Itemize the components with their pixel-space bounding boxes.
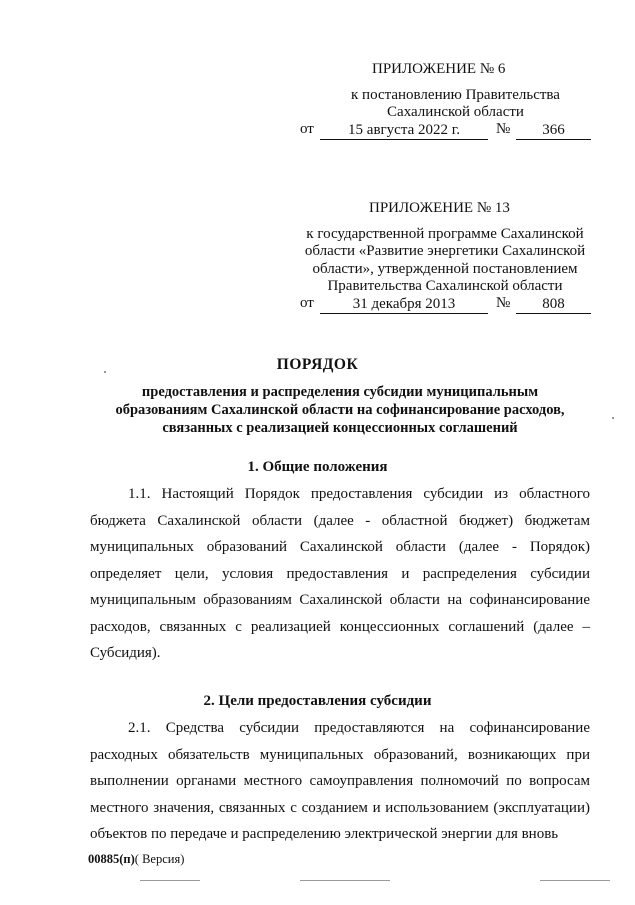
- footer-code: 00885(п): [88, 852, 135, 866]
- section-2-heading: 2. Цели предоставления субсидии: [203, 693, 432, 709]
- appendix-6-decree-row: [300, 121, 595, 141]
- document-title: ПОРЯДОК: [276, 356, 359, 373]
- number-label: №: [496, 295, 511, 311]
- appendix-13-line-1: к государственной программе Сахалинской: [306, 226, 584, 242]
- scan-artifact-line: [300, 880, 390, 881]
- number-label: №: [496, 121, 511, 137]
- appendix-13-line-2: области «Развитие энергетики Сахалинской: [304, 243, 586, 259]
- section-2-paragraph: 2.1. Средства субсидии предоставляются на софинансирование расходных обязательств муниципальных образований, возникающих при выполнении органами местного самоуправления полномочий по вопросам местного значения, связанных с созданием и использованием (эксплуатации) объектов по передаче и распределению электрической энергии для вновь: [90, 720, 590, 842]
- subtitle-line-3: связанных с реализацией концессионных соглашений: [162, 420, 518, 436]
- appendix-13-line-4: Правительства Сахалинской области: [327, 278, 563, 294]
- document-footer-code: [88, 852, 184, 867]
- decree-number: 808: [516, 295, 591, 314]
- from-label: от: [300, 295, 314, 311]
- scan-artifact-line: [140, 880, 200, 881]
- appendix-6-line-2: Сахалинской области: [387, 104, 524, 120]
- appendix-6-title: ПРИЛОЖЕНИЕ № 6: [372, 61, 506, 77]
- subtitle-line-1: предоставления и распределения субсидии муниципальным: [141, 384, 539, 400]
- scan-speck: [104, 371, 106, 373]
- appendix-13-decree-row: [300, 295, 595, 315]
- subtitle-line-2: образованиям Сахалинской области на софинансирование расходов,: [115, 402, 565, 418]
- decree-date: 31 декабря 2013: [320, 295, 488, 314]
- appendix-13-line-3: области», утвержденной постановлением: [312, 261, 578, 277]
- decree-number: 366: [516, 121, 591, 140]
- decree-date: 15 августа 2022 г.: [320, 121, 488, 140]
- footer-version: ( Версия): [134, 852, 185, 866]
- section-1-paragraph: 1.1. Настоящий Порядок предоставления субсидии из областного бюджета Сахалинской области (далее - областной бюджет) бюджетам муниципальных образований Сахалинской области (далее - Порядок) определяет цели, условия предоставления и распределения субсидии муниципальным образованиям Сахалинской области на софинансирование расходов, связанных с реализацией концессионных соглашений (далее – Субсидия).: [90, 486, 590, 661]
- document-subtitle: [90, 383, 590, 437]
- appendix-6-line-1: к постановлению Правительства: [351, 87, 560, 103]
- from-label: от: [300, 121, 314, 137]
- scan-artifact-line: [540, 880, 610, 881]
- scan-speck: [612, 417, 614, 419]
- appendix-13-title: ПРИЛОЖЕНИЕ № 13: [369, 200, 510, 216]
- section-1-heading: 1. Общие положения: [247, 459, 388, 475]
